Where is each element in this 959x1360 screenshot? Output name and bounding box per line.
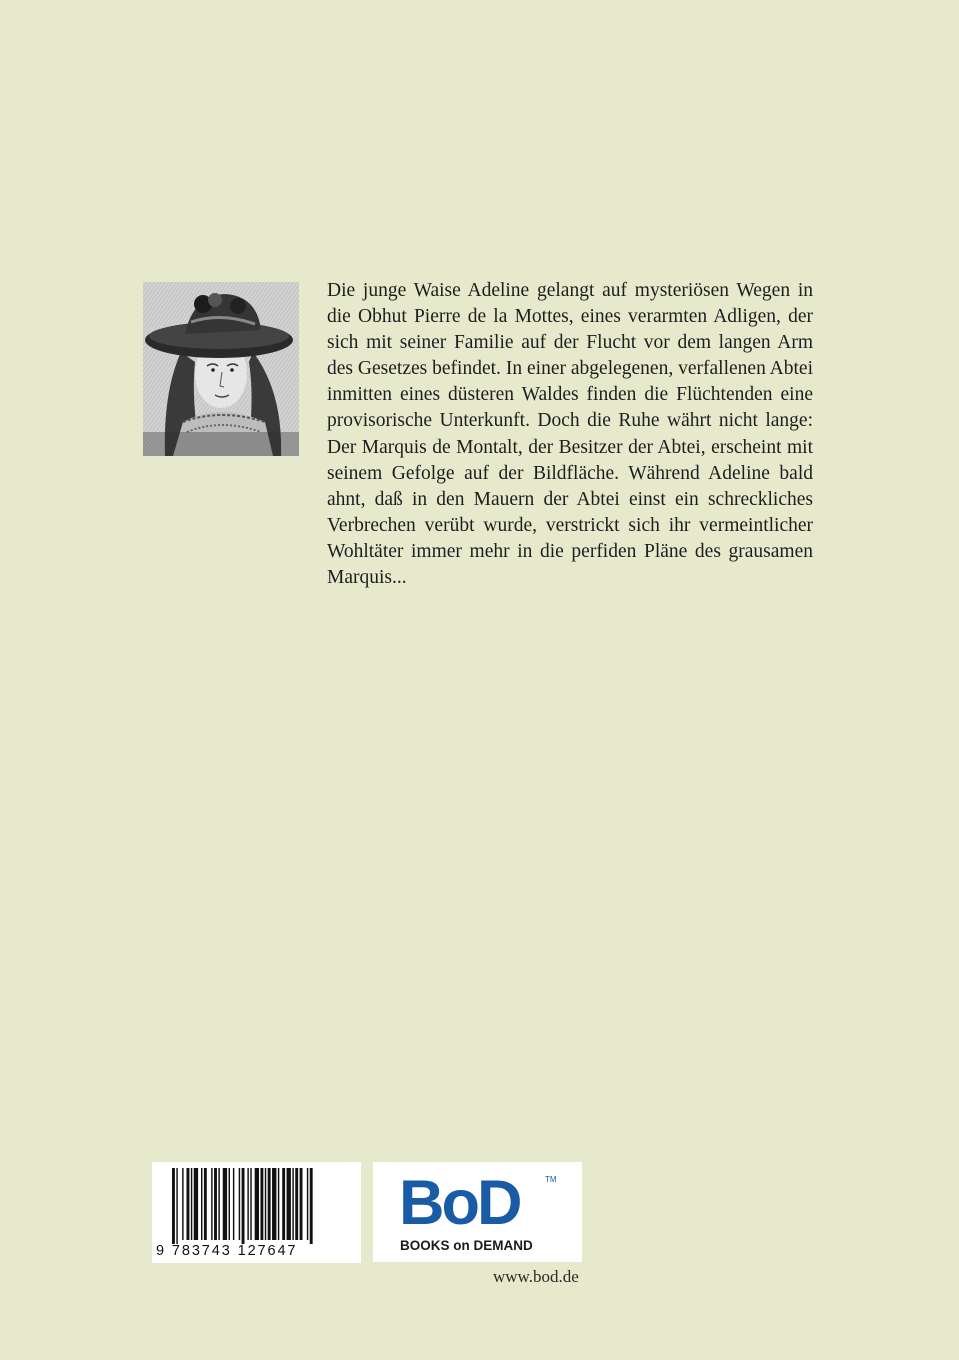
trademark-mark: TM (545, 1175, 557, 1184)
barcode-bar (282, 1168, 285, 1240)
barcode-bar (242, 1168, 245, 1244)
barcode-bar (247, 1168, 248, 1240)
barcode-bar (223, 1168, 227, 1240)
barcode-bar (295, 1168, 298, 1240)
barcode-bar (211, 1168, 212, 1240)
barcode-bar (233, 1168, 234, 1240)
barcode-bar (250, 1168, 251, 1240)
barcode-bar (260, 1168, 263, 1240)
barcode-bar (278, 1168, 279, 1240)
author-portrait (143, 282, 299, 456)
barcode-bar (172, 1168, 175, 1244)
isbn-barcode (152, 1162, 361, 1263)
barcode-bar (218, 1168, 219, 1240)
publisher-url[interactable]: www.bod.de (493, 1267, 579, 1286)
barcode-bar (292, 1168, 293, 1240)
barcode-bar (287, 1168, 291, 1240)
barcode-bar (201, 1168, 202, 1240)
barcode-bar (268, 1168, 271, 1240)
barcode-bar (300, 1168, 303, 1240)
isbn-number: 9 783743 127647 (156, 1243, 298, 1259)
barcode-bars (152, 1162, 361, 1244)
barcode-bar (307, 1168, 308, 1240)
barcode-bar (310, 1168, 313, 1244)
back-cover-blurb: Die junge Waise Adeline gelangt auf mysteriösen Wegen in die Obhut Pierre de la Mottes, eines verarmten Adligen, der sich mit seiner Familie auf der Flucht vor dem langen Arm des Gesetzes befindet. In einer abgelegenen, verfallenen Abtei inmitten eines düsteren Waldes finden die Flüchtenden eine provisorische Unterkunft. Doch die Ruhe währt nicht lange: Der Marquis de Montalt, der Besitzer der Abtei, erscheint mit seinem Gefolge auf der Bildfläche. Während Adeline bald ahnt, daß in den Mauern der Abtei einst ein schreckliches Verbrechen verübt wurde, verstrickt sich ihr vermeintlicher Wohltäter immer mehr in die perfiden Pläne des grausamen Marquis... (327, 280, 813, 589)
barcode-bar (265, 1168, 266, 1240)
barcode-bar (229, 1168, 230, 1240)
publisher-subtitle: BOOKS on DEMAND (400, 1238, 533, 1253)
barcode-bar (182, 1168, 183, 1240)
barcode-bar (214, 1168, 217, 1240)
barcode-bar (272, 1168, 276, 1240)
publisher-logo-box (373, 1162, 582, 1262)
bod-logo: BoD (399, 1168, 520, 1238)
barcode-bar (187, 1168, 190, 1240)
barcode-bar (194, 1168, 198, 1240)
barcode-bar (191, 1168, 192, 1240)
barcode-bar (204, 1168, 207, 1240)
barcode-bar (255, 1168, 259, 1240)
barcode-bar (176, 1168, 177, 1244)
portrait-engraving (143, 282, 299, 456)
barcode-bar (239, 1168, 240, 1240)
